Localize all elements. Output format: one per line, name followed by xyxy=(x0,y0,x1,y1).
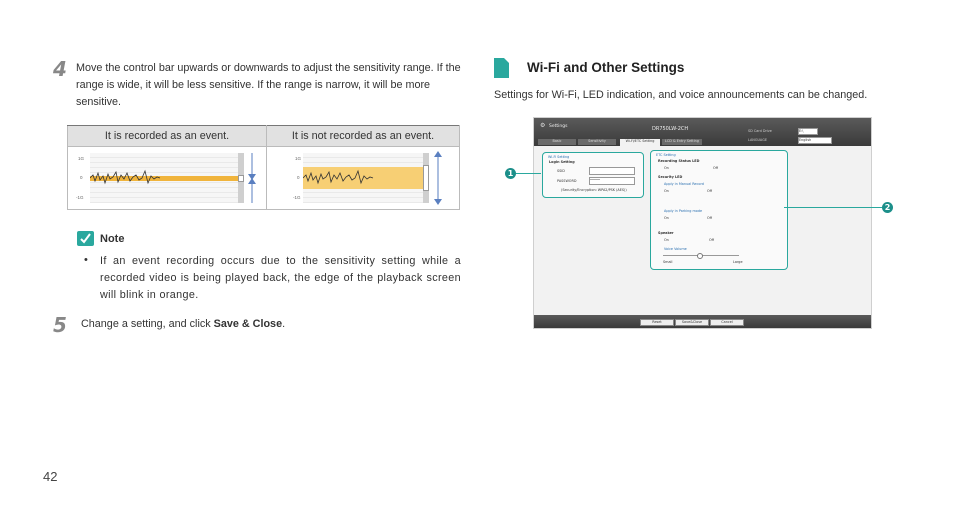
note-bullet-dot: • xyxy=(84,254,88,266)
signal-waveform xyxy=(303,153,423,203)
step-5-text: Change a setting, and click Save & Close. xyxy=(81,318,286,330)
apply-manual-checkbox[interactable]: Apply in Manual Record xyxy=(664,182,704,186)
language-select[interactable]: English xyxy=(798,137,832,144)
settings-window-title: Settings xyxy=(549,124,568,129)
note-icon xyxy=(77,231,94,246)
adjust-arrows-icon xyxy=(247,149,257,207)
volume-small-label: Small xyxy=(663,260,673,264)
etc-setting-title: ETC Setting xyxy=(656,153,676,157)
step-4-number: 4 xyxy=(53,57,67,81)
axis-label-mid: 0 xyxy=(80,175,83,180)
callout-1: 1 xyxy=(505,168,516,179)
voice-volume-label: Voice Volume xyxy=(664,247,687,251)
reset-button[interactable]: Reset xyxy=(640,319,674,326)
cancel-button[interactable]: Cancel xyxy=(710,319,744,326)
recording-led-label: Recording Status LED xyxy=(658,159,700,163)
control-bar[interactable] xyxy=(238,153,244,203)
security-encryption-note: (Security/Encryption: WPA2/PSK (AES)) xyxy=(561,188,627,192)
tab-sensitivity[interactable]: Sensitivity xyxy=(578,139,616,145)
save-close-button[interactable]: Save&Close xyxy=(675,319,709,326)
settings-screenshot xyxy=(533,117,872,329)
rec-led-off-radio[interactable]: Off xyxy=(713,166,719,170)
ssid-input[interactable] xyxy=(589,167,635,175)
model-name: DR750LW-2CH xyxy=(652,126,689,132)
language-label: LANGUAGE xyxy=(748,138,767,142)
table-header-not-recorded: It is not recorded as an event. xyxy=(267,126,460,147)
voice-volume-slider[interactable] xyxy=(663,255,739,256)
note-bullet-text: If an event recording occurs due to the sensitivity setting while a recorded video is being played back, the edge of the playback screen will blink in orange. xyxy=(100,255,461,301)
axis-label-bottom: -1G xyxy=(293,195,301,200)
sensitivity-table xyxy=(67,125,460,210)
axis-label-bottom: -1G xyxy=(76,195,84,200)
password-label: PASSWORD xyxy=(557,179,577,183)
step-5-number: 5 xyxy=(53,313,67,337)
gear-icon: ⚙ xyxy=(540,122,546,129)
graph-recorded-cell xyxy=(68,147,267,210)
sensitivity-graph-not-recorded xyxy=(303,153,423,203)
callout-2: 2 xyxy=(882,202,893,213)
password-input[interactable]: ••••• xyxy=(589,177,635,185)
step-4-text: Move the control bar upwards or downwards to adjust the sensitivity range. If the range is wide, it will be less sensitive. If the range is narrow, it will be more sensitive. xyxy=(76,62,461,108)
sec-led-on-radio[interactable]: On xyxy=(664,189,669,193)
sensitivity-graph-recorded xyxy=(90,153,238,203)
etc-setting-panel xyxy=(650,150,788,270)
security-led-label: Security LED xyxy=(658,175,683,179)
page-number: 42 xyxy=(43,469,58,484)
callout-1-line xyxy=(516,173,541,174)
control-bar[interactable] xyxy=(423,153,429,203)
adjust-arrows-icon xyxy=(433,149,443,207)
graph-not-recorded-cell xyxy=(267,147,460,210)
table-header-recorded: It is recorded as an event. xyxy=(68,126,267,147)
wifi-setting-panel xyxy=(542,152,644,198)
axis-label-top: 1G xyxy=(295,156,302,161)
ssid-label: SSID xyxy=(557,169,565,173)
apply-parking-checkbox[interactable]: Apply in Parking mode xyxy=(664,209,703,213)
section-marker xyxy=(494,58,509,78)
parking-off-radio[interactable]: Off xyxy=(707,216,713,220)
settings-footer xyxy=(534,315,871,328)
speaker-on-radio[interactable]: On xyxy=(664,238,669,242)
note-title: Note xyxy=(100,233,125,245)
signal-waveform xyxy=(90,153,238,203)
sec-led-off-radio[interactable]: Off xyxy=(707,189,713,193)
step-5-prefix: Change a setting, and click xyxy=(81,318,214,330)
speaker-off-radio[interactable]: Off xyxy=(709,238,715,242)
rec-led-on-radio[interactable]: On xyxy=(664,166,669,170)
axis-label-top: 1G xyxy=(78,156,85,161)
sd-card-label: SD Card Drive xyxy=(748,129,772,133)
section-description: Settings for Wi-Fi, LED indication, and voice announcements can be changed. xyxy=(494,89,868,101)
wifi-setting-title: Wi-Fi Setting xyxy=(548,155,570,159)
tab-lcd-entry[interactable]: LCD & Entry Setting xyxy=(662,139,702,145)
parking-on-radio[interactable]: On xyxy=(664,216,669,220)
login-setting-label: Login Setting xyxy=(549,160,575,164)
volume-large-label: Large xyxy=(733,260,743,264)
callout-2-line xyxy=(784,207,882,208)
axis-label-mid: 0 xyxy=(297,175,300,180)
sd-card-select[interactable]: E:\ xyxy=(798,128,818,135)
save-close-label: Save & Close xyxy=(213,318,283,330)
section-title: Wi-Fi and Other Settings xyxy=(527,60,685,75)
tab-basic[interactable]: Basic xyxy=(538,139,576,145)
speaker-label: Speaker xyxy=(658,231,674,235)
settings-header xyxy=(534,118,871,146)
tab-wifi-etc[interactable]: Wi-Fi/ETC Setting xyxy=(620,139,660,146)
